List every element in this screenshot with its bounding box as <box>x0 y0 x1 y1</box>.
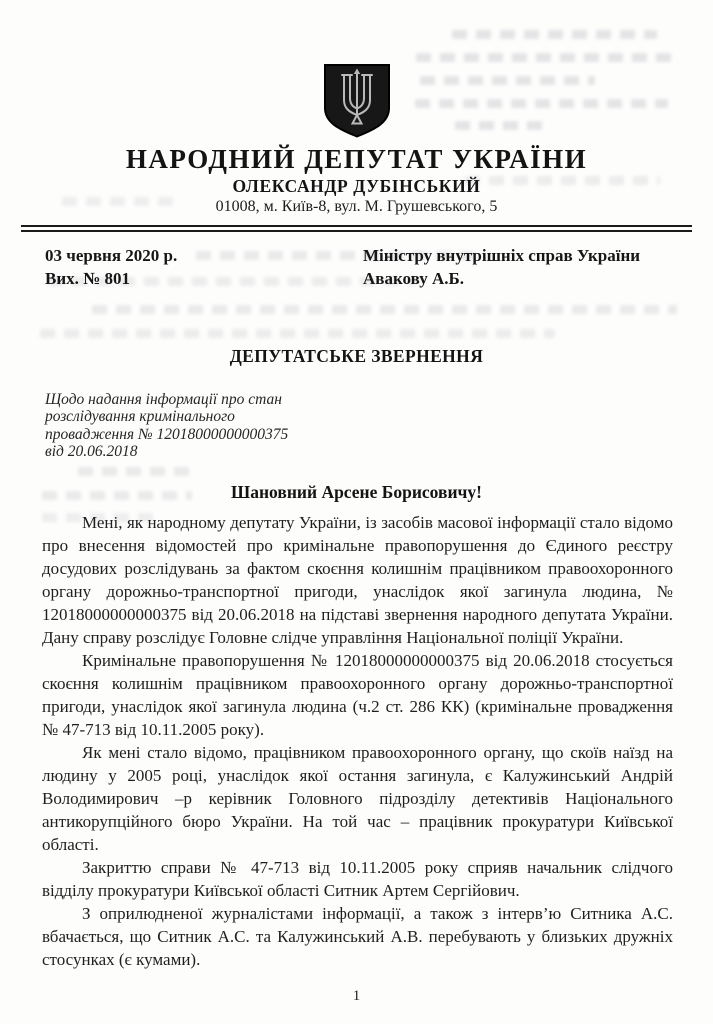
subject-line: від 20.06.2018 <box>45 443 138 460</box>
subject-line: розслідування кримінального <box>45 408 235 425</box>
date-block <box>45 244 177 290</box>
salutation: Шановний Арсене Борисовичу! <box>231 481 482 502</box>
body-paragraph: Мені, як народному депутату України, із засобів масової інформації стало відомо про внесення відомостей про кримінальне правопорушення до Єдиного реєстру досудових розслідувань за фактом скоєння колишнім працівником правоохоронного органу дорожньо-транспортної пригоди, унаслідок якої загинула людина, № 12018000000000375 від 20.06.2018 на підставі звернення народного депутата України. Дану справу розслідує Головне слідче управління Національної поліції України. <box>42 512 673 647</box>
body-paragraph: Як мені стало відомо, працівником правоохоронного органу, що скоїв наїзд на людину у 2005 році, унаслідок якої остання загинула, є Калужинський Андрій Володимирович –р керівник Головного підрозділу детективів Національного антикорупційного бюро України. На той час – працівник прокуратури Київської області. <box>42 742 673 854</box>
body-paragraph: Кримінальне правопорушення № 12018000000000375 від 20.06.2018 стосується скоєння колишнім працівником правоохоронного органу дорожньо-транспортної пригоди, унаслідок якої загинула людина (ч.2 ст. 286 КК) (кримінальне провадження № 47-713 від 10.11.2005 року). <box>42 650 673 739</box>
letter-body <box>42 511 673 971</box>
deputy-name: ОЛЕКСАНДР ДУБІНСЬКИЙ <box>232 176 481 196</box>
org-name: НАРОДНИЙ ДЕПУТАТ УКРАЇНИ <box>125 144 588 174</box>
document-title: ДЕПУТАТСЬКЕ ЗВЕРНЕННЯ <box>229 345 484 366</box>
letter-date: 03 червня 2020 р. <box>45 245 178 265</box>
subject-block <box>45 391 713 461</box>
page-number: 1 <box>352 987 361 1004</box>
outgoing-number: Вих. № 801 <box>45 268 130 288</box>
subject-line: Щодо надання інформації про стан <box>45 390 282 408</box>
recipient-name: Авакову А.Б. <box>363 268 464 288</box>
letterhead <box>0 0 713 216</box>
body-paragraph: З оприлюдненої журналістами інформації, а також з інтерв’ю Ситника А.С. вбачається, що Ситник А.С. та Калужинський А.В. перебувають у близьких дружніх стосунках (є кумами). <box>42 903 673 969</box>
letterhead-address: 01008, м. Київ-8, вул. М. Грушевського, 5 <box>215 198 498 215</box>
header-divider <box>21 225 692 232</box>
body-paragraph: Закриттю справи № 47-713 від 10.11.2005 року сприяв начальник слідчого відділу прокуратури Київської області Ситник Артем Сергійович. <box>42 857 673 900</box>
coat-of-arms-trident-icon <box>320 62 394 140</box>
recipient-block <box>363 244 683 290</box>
subject-line: провадження № 12018000000000375 <box>45 425 289 443</box>
meta-row <box>45 244 683 290</box>
recipient-title: Міністру внутрішніх справ України <box>363 245 641 265</box>
